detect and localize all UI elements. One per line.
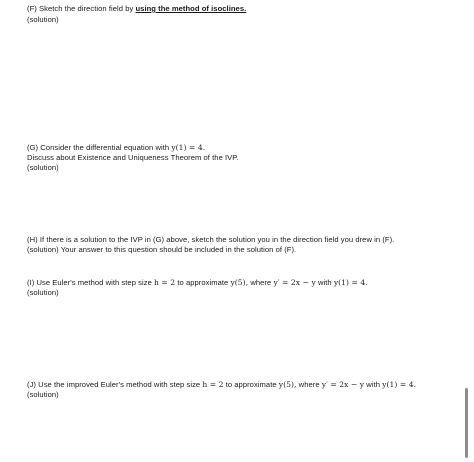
section-f-prompt bbox=[27, 4, 246, 14]
section-j-prompt bbox=[27, 380, 416, 390]
section-j-math3: y′ = 2x − y bbox=[321, 380, 365, 389]
section-g-line1: (G) Consider the differential equation with bbox=[27, 143, 172, 152]
section-i-part3: where bbox=[248, 278, 274, 287]
section-f-solution: (solution) bbox=[27, 15, 59, 24]
section-i-math2: y(5), bbox=[230, 278, 249, 287]
section-g-solution: (solution) bbox=[27, 163, 59, 172]
section-j-part2: to approximate bbox=[223, 380, 279, 389]
section-h-line1: (H) If there is a solution to the IVP in (G) above, sketch the solution you in the direction field you drew in (F). bbox=[27, 235, 395, 244]
section-g-line2: Discuss about Existence and Uniqueness Theorem of the IVP. bbox=[27, 153, 239, 162]
section-i-math4: y(1) = 4. bbox=[333, 278, 368, 287]
section-h-line2: (solution) Your answer to this question should be included in the solution of (F). bbox=[27, 245, 297, 254]
section-i-math1: h = 2 bbox=[154, 278, 176, 287]
section-g-prompt bbox=[27, 143, 205, 153]
section-j-part4: with bbox=[364, 380, 383, 389]
section-i-part4: with bbox=[315, 278, 334, 287]
section-j-part3: where bbox=[296, 380, 322, 389]
section-j-math4: y(1) = 4. bbox=[382, 380, 417, 389]
section-j-part1: (J) Use the improved Euler's method with step size bbox=[27, 380, 203, 389]
section-f-prefix: (F) Sketch the direction field by bbox=[27, 4, 136, 13]
section-j-math2: y(5), bbox=[278, 380, 297, 389]
section-i-math3: y′ = 2x − y bbox=[273, 278, 316, 287]
section-j-solution: (solution) bbox=[27, 390, 59, 399]
vertical-scrollbar[interactable] bbox=[465, 388, 468, 458]
section-i-solution: (solution) bbox=[27, 288, 59, 297]
section-f-emphasis: using the method of isoclines. bbox=[135, 4, 247, 13]
section-i-part1: (I) Use Euler's method with step size bbox=[27, 278, 155, 287]
section-i-prompt bbox=[27, 278, 368, 288]
section-j-math1: h = 2 bbox=[202, 380, 224, 389]
section-g-line1-math: y(1) = 4. bbox=[171, 143, 206, 152]
section-i-part2: to approximate bbox=[175, 278, 231, 287]
